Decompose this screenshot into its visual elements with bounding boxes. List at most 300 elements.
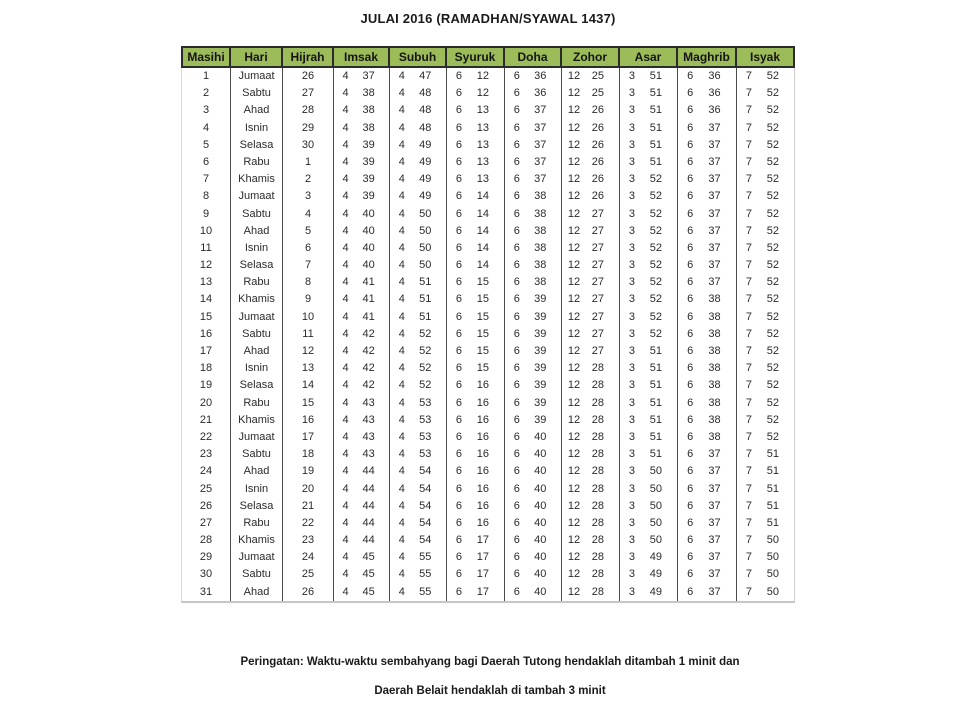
hour-value: 6 — [687, 327, 694, 340]
hour-value: 6 — [455, 327, 463, 340]
cell-zohor — [562, 429, 620, 446]
hour-value: 12 — [567, 516, 581, 529]
cell-isyak — [737, 137, 795, 154]
hour-value: 7 — [745, 121, 753, 134]
hour-value: 7 — [745, 207, 753, 220]
hour-value: 4 — [398, 568, 405, 581]
cell-doha — [505, 188, 562, 205]
hour-value: 6 — [687, 362, 694, 375]
cell-syuruk — [447, 377, 505, 394]
cell-syuruk — [447, 326, 505, 343]
hour-value: 12 — [567, 499, 581, 512]
table-row — [181, 584, 795, 601]
minute-value: 16 — [476, 516, 490, 529]
minute-value: 52 — [766, 155, 780, 168]
minute-value: 27 — [591, 276, 605, 289]
hour-value: 6 — [513, 224, 520, 237]
minute-value: 15 — [476, 362, 490, 375]
minute-value: 38 — [534, 224, 547, 237]
minute-value: 52 — [766, 207, 780, 220]
hour-value: 4 — [342, 190, 349, 203]
cell-subuh — [390, 463, 447, 480]
cell-hari: Isnin — [231, 481, 283, 498]
minute-value: 52 — [766, 430, 780, 443]
minute-value: 37 — [708, 534, 721, 547]
minute-value: 38 — [534, 241, 547, 254]
hour-value: 6 — [513, 465, 520, 478]
minute-value: 52 — [649, 276, 663, 289]
cell-isyak — [737, 240, 795, 257]
cell-masihi: 20 — [181, 395, 231, 412]
minute-value: 37 — [708, 173, 721, 186]
hour-value: 7 — [745, 293, 753, 306]
hour-value: 4 — [398, 516, 405, 529]
cell-asar — [620, 429, 678, 446]
cell-zohor — [562, 68, 620, 85]
cell-hijrah: 3 — [283, 188, 334, 205]
column-header-isyak: Isyak — [737, 46, 795, 68]
cell-hijrah: 12 — [283, 343, 334, 360]
hour-value: 7 — [745, 448, 753, 461]
hour-value: 4 — [398, 362, 405, 375]
cell-hijrah: 17 — [283, 429, 334, 446]
cell-zohor — [562, 377, 620, 394]
cell-asar — [620, 206, 678, 223]
cell-doha — [505, 343, 562, 360]
cell-zohor — [562, 120, 620, 137]
hour-value: 4 — [398, 448, 405, 461]
hour-value: 3 — [628, 413, 636, 426]
cell-zohor — [562, 360, 620, 377]
minute-value: 16 — [476, 430, 490, 443]
hour-value: 12 — [567, 310, 581, 323]
minute-value: 52 — [419, 327, 432, 340]
minute-value: 17 — [476, 534, 490, 547]
column-header-maghrib: Maghrib — [678, 46, 737, 68]
minute-value: 50 — [419, 241, 432, 254]
cell-hari: Khamis — [231, 412, 283, 429]
cell-hari: Rabu — [231, 274, 283, 291]
hour-value: 6 — [455, 104, 463, 117]
minute-value: 40 — [534, 516, 547, 529]
hour-value: 6 — [513, 121, 520, 134]
minute-value: 37 — [708, 207, 721, 220]
hour-value: 6 — [513, 448, 520, 461]
hour-value: 12 — [567, 224, 581, 237]
column-header-doha: Doha — [505, 46, 562, 68]
column-header-imsak: Imsak — [334, 46, 390, 68]
minute-value: 40 — [534, 448, 547, 461]
cell-maghrib — [678, 343, 737, 360]
cell-asar — [620, 120, 678, 137]
hour-value: 12 — [567, 207, 581, 220]
minute-value: 38 — [708, 396, 721, 409]
minute-value: 16 — [476, 499, 490, 512]
hour-value: 12 — [567, 87, 581, 100]
cell-hari: Khamis — [231, 291, 283, 308]
minute-value: 38 — [708, 413, 721, 426]
cell-asar — [620, 240, 678, 257]
hour-value: 3 — [628, 362, 636, 375]
cell-asar — [620, 223, 678, 240]
minute-value: 38 — [708, 430, 721, 443]
cell-imsak — [334, 566, 390, 583]
minute-value: 37 — [708, 241, 721, 254]
hour-value: 6 — [455, 241, 463, 254]
cell-isyak — [737, 120, 795, 137]
hour-value: 6 — [455, 568, 463, 581]
cell-maghrib — [678, 120, 737, 137]
cell-hari: Rabu — [231, 395, 283, 412]
cell-isyak — [737, 412, 795, 429]
cell-hari: Selasa — [231, 498, 283, 515]
cell-maghrib — [678, 429, 737, 446]
hour-value: 6 — [513, 276, 520, 289]
cell-imsak — [334, 446, 390, 463]
minute-value: 40 — [534, 499, 547, 512]
cell-doha — [505, 154, 562, 171]
table-row — [181, 309, 795, 326]
cell-asar — [620, 377, 678, 394]
cell-masihi: 5 — [181, 137, 231, 154]
minute-value: 37 — [362, 70, 375, 82]
hour-value: 4 — [342, 224, 349, 237]
hour-value: 3 — [628, 259, 636, 272]
hour-value: 4 — [342, 430, 349, 443]
hour-value: 4 — [342, 276, 349, 289]
table-body — [181, 68, 795, 603]
cell-masihi: 26 — [181, 498, 231, 515]
page-title: JULAI 2016 (RAMADHAN/SYAWAL 1437) — [360, 11, 616, 26]
hour-value: 3 — [628, 430, 636, 443]
cell-zohor — [562, 515, 620, 532]
minute-value: 14 — [476, 190, 490, 203]
hour-value: 7 — [745, 551, 753, 564]
minute-value: 26 — [591, 138, 605, 151]
hour-value: 12 — [567, 276, 581, 289]
minute-value: 52 — [766, 224, 780, 237]
cell-subuh — [390, 120, 447, 137]
cell-asar — [620, 257, 678, 274]
minute-value: 38 — [362, 121, 375, 134]
cell-maghrib — [678, 137, 737, 154]
minute-value: 37 — [708, 568, 721, 581]
cell-hijrah: 8 — [283, 274, 334, 291]
cell-doha — [505, 498, 562, 515]
minute-value: 28 — [591, 482, 605, 495]
minute-value: 15 — [476, 276, 490, 289]
minute-value: 51 — [649, 379, 663, 392]
minute-value: 43 — [362, 430, 375, 443]
hour-value: 3 — [628, 345, 636, 357]
minute-value: 52 — [766, 379, 780, 392]
cell-maghrib — [678, 240, 737, 257]
cell-maghrib — [678, 68, 737, 85]
minute-value: 38 — [708, 293, 721, 306]
minute-value: 17 — [476, 585, 490, 598]
minute-value: 40 — [534, 482, 547, 495]
cell-syuruk — [447, 549, 505, 566]
hour-value: 3 — [628, 155, 636, 168]
hour-value: 6 — [513, 104, 520, 117]
minute-value: 51 — [766, 465, 780, 478]
cell-hari: Isnin — [231, 120, 283, 137]
cell-imsak — [334, 498, 390, 515]
hour-value: 12 — [567, 241, 581, 254]
hour-value: 6 — [687, 430, 694, 443]
hour-value: 4 — [398, 482, 405, 495]
cell-isyak — [737, 360, 795, 377]
hour-value: 4 — [342, 241, 349, 254]
minute-value: 13 — [476, 173, 490, 186]
minute-value: 50 — [766, 551, 780, 564]
minute-value: 51 — [649, 87, 663, 100]
minute-value: 28 — [591, 585, 605, 598]
cell-hijrah: 2 — [283, 171, 334, 188]
minute-value: 28 — [591, 430, 605, 443]
cell-imsak — [334, 171, 390, 188]
cell-zohor — [562, 446, 620, 463]
minute-value: 12 — [476, 87, 490, 100]
cell-hari: Rabu — [231, 515, 283, 532]
minute-value: 13 — [476, 121, 490, 134]
cell-doha — [505, 481, 562, 498]
minute-value: 38 — [708, 362, 721, 375]
hour-value: 4 — [342, 448, 349, 461]
cell-zohor — [562, 274, 620, 291]
cell-maghrib — [678, 549, 737, 566]
minute-value: 52 — [766, 70, 780, 82]
minute-value: 14 — [476, 259, 490, 272]
minute-value: 42 — [362, 362, 375, 375]
hour-value: 12 — [567, 70, 581, 82]
cell-maghrib — [678, 481, 737, 498]
cell-asar — [620, 343, 678, 360]
cell-doha — [505, 171, 562, 188]
cell-doha — [505, 274, 562, 291]
cell-isyak — [737, 498, 795, 515]
minute-value: 50 — [419, 259, 432, 272]
cell-hijrah: 29 — [283, 120, 334, 137]
hour-value: 6 — [687, 413, 694, 426]
cell-asar — [620, 498, 678, 515]
hour-value: 3 — [628, 104, 636, 117]
hour-value: 7 — [745, 396, 753, 409]
hour-value: 3 — [628, 121, 636, 134]
table-row — [181, 85, 795, 102]
cell-isyak — [737, 274, 795, 291]
hour-value: 7 — [745, 138, 753, 151]
hour-value: 4 — [342, 585, 349, 598]
hour-value: 6 — [513, 362, 520, 375]
cell-hari: Jumaat — [231, 549, 283, 566]
hour-value: 4 — [342, 70, 349, 82]
cell-syuruk — [447, 463, 505, 480]
minute-value: 53 — [419, 396, 432, 409]
cell-zohor — [562, 532, 620, 549]
cell-doha — [505, 326, 562, 343]
hour-value: 4 — [342, 396, 349, 409]
hour-value: 6 — [513, 499, 520, 512]
cell-masihi: 22 — [181, 429, 231, 446]
cell-hijrah: 30 — [283, 137, 334, 154]
cell-isyak — [737, 532, 795, 549]
minute-value: 27 — [591, 345, 605, 357]
cell-doha — [505, 360, 562, 377]
cell-imsak — [334, 377, 390, 394]
hour-value: 6 — [455, 224, 463, 237]
minute-value: 37 — [708, 276, 721, 289]
cell-doha — [505, 463, 562, 480]
minute-value: 37 — [534, 138, 547, 151]
minute-value: 28 — [591, 568, 605, 581]
hour-value: 6 — [687, 534, 694, 547]
hour-value: 6 — [455, 121, 463, 134]
minute-value: 40 — [534, 534, 547, 547]
hour-value: 6 — [455, 585, 463, 598]
hour-value: 6 — [513, 138, 520, 151]
cell-syuruk — [447, 584, 505, 601]
hour-value: 6 — [513, 379, 520, 392]
cell-imsak — [334, 154, 390, 171]
minute-value: 38 — [708, 379, 721, 392]
cell-hijrah: 15 — [283, 395, 334, 412]
cell-subuh — [390, 395, 447, 412]
cell-doha — [505, 257, 562, 274]
hour-value: 4 — [342, 138, 349, 151]
hour-value: 3 — [628, 448, 636, 461]
hour-value: 12 — [567, 362, 581, 375]
hour-value: 7 — [745, 241, 753, 254]
minute-value: 40 — [534, 430, 547, 443]
minute-value: 52 — [766, 241, 780, 254]
cell-masihi: 17 — [181, 343, 231, 360]
table-row — [181, 343, 795, 360]
hour-value: 3 — [628, 138, 636, 151]
hour-value: 6 — [455, 534, 463, 547]
minute-value: 40 — [362, 241, 375, 254]
cell-hari: Ahad — [231, 463, 283, 480]
minute-value: 37 — [708, 121, 721, 134]
table-row — [181, 257, 795, 274]
minute-value: 52 — [649, 310, 663, 323]
table-row — [181, 68, 795, 85]
cell-zohor — [562, 257, 620, 274]
column-header-masihi: Masihi — [181, 46, 231, 68]
hour-value: 6 — [513, 482, 520, 495]
cell-hijrah: 27 — [283, 85, 334, 102]
minute-value: 13 — [476, 138, 490, 151]
cell-hari: Ahad — [231, 343, 283, 360]
minute-value: 44 — [362, 482, 375, 495]
minute-value: 37 — [708, 499, 721, 512]
cell-masihi: 12 — [181, 257, 231, 274]
minute-value: 51 — [766, 448, 780, 461]
hour-value: 3 — [628, 70, 636, 82]
column-header-asar: Asar — [620, 46, 678, 68]
cell-subuh — [390, 446, 447, 463]
cell-maghrib — [678, 360, 737, 377]
minute-value: 52 — [766, 190, 780, 203]
cell-syuruk — [447, 223, 505, 240]
minute-value: 28 — [591, 379, 605, 392]
minute-value: 37 — [708, 190, 721, 203]
hour-value: 3 — [628, 534, 636, 547]
minute-value: 44 — [362, 465, 375, 478]
minute-value: 52 — [649, 207, 663, 220]
cell-hijrah: 18 — [283, 446, 334, 463]
hour-value: 3 — [628, 310, 636, 323]
cell-doha — [505, 515, 562, 532]
cell-zohor — [562, 291, 620, 308]
hour-value: 7 — [745, 430, 753, 443]
hour-value: 6 — [513, 241, 520, 254]
minute-value: 38 — [708, 310, 721, 323]
minute-value: 37 — [708, 516, 721, 529]
hour-value: 6 — [455, 259, 463, 272]
cell-isyak — [737, 326, 795, 343]
minute-value: 51 — [649, 155, 663, 168]
hour-value: 12 — [567, 465, 581, 478]
hour-value: 3 — [628, 396, 636, 409]
cell-syuruk — [447, 274, 505, 291]
hour-value: 6 — [513, 207, 520, 220]
table-row — [181, 274, 795, 291]
cell-hijrah: 13 — [283, 360, 334, 377]
cell-masihi: 7 — [181, 171, 231, 188]
minute-value: 37 — [708, 465, 721, 478]
cell-asar — [620, 102, 678, 119]
hour-value: 3 — [628, 585, 636, 598]
cell-hijrah: 28 — [283, 102, 334, 119]
cell-maghrib — [678, 223, 737, 240]
hour-value: 6 — [455, 190, 463, 203]
cell-maghrib — [678, 463, 737, 480]
cell-hijrah: 11 — [283, 326, 334, 343]
minute-value: 25 — [591, 70, 605, 82]
cell-isyak — [737, 584, 795, 601]
cell-syuruk — [447, 412, 505, 429]
cell-hari: Sabtu — [231, 206, 283, 223]
hour-value: 6 — [687, 190, 694, 203]
minute-value: 38 — [534, 276, 547, 289]
minute-value: 44 — [362, 499, 375, 512]
cell-doha — [505, 377, 562, 394]
hour-value: 3 — [628, 568, 636, 581]
cell-imsak — [334, 120, 390, 137]
hour-value: 4 — [398, 585, 405, 598]
minute-value: 39 — [362, 173, 375, 186]
minute-value: 54 — [419, 516, 432, 529]
table-row — [181, 549, 795, 566]
cell-masihi: 21 — [181, 412, 231, 429]
cell-imsak — [334, 360, 390, 377]
cell-isyak — [737, 291, 795, 308]
cell-hijrah: 10 — [283, 309, 334, 326]
cell-subuh — [390, 412, 447, 429]
minute-value: 42 — [362, 327, 375, 340]
hour-value: 12 — [567, 190, 581, 203]
cell-zohor — [562, 137, 620, 154]
hour-value: 6 — [513, 568, 520, 581]
minute-value: 28 — [591, 413, 605, 426]
cell-asar — [620, 446, 678, 463]
minute-value: 39 — [534, 293, 547, 306]
table-row — [181, 223, 795, 240]
cell-subuh — [390, 274, 447, 291]
hour-value: 3 — [628, 499, 636, 512]
cell-imsak — [334, 274, 390, 291]
